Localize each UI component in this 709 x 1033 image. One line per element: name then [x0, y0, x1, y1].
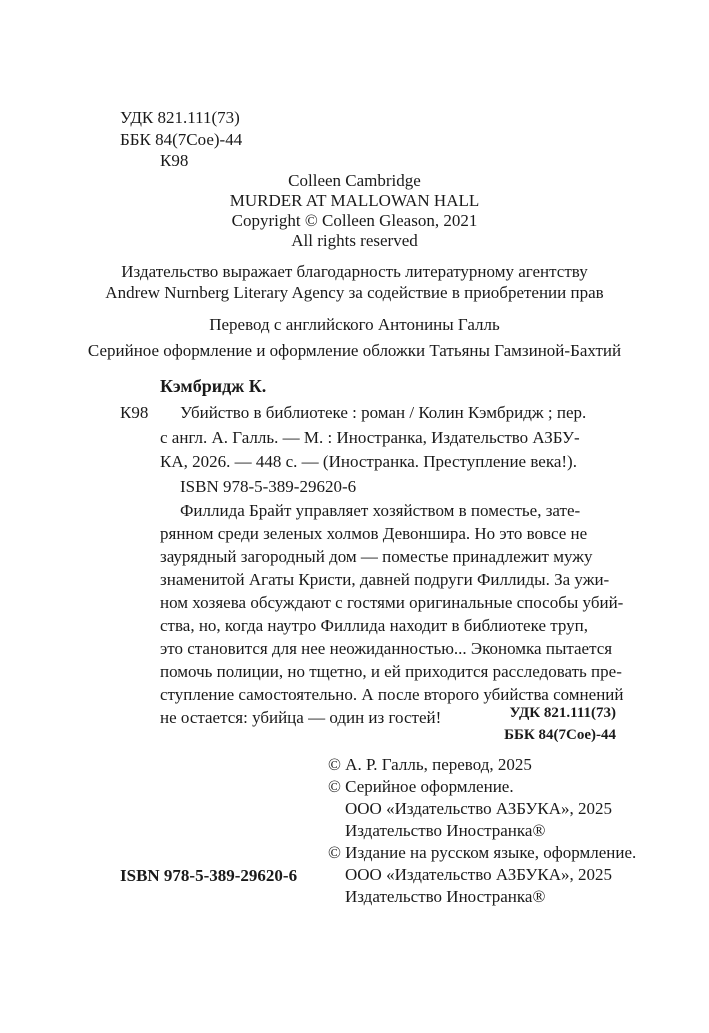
- copyright-line: © А. Р. Галль, перевод, 2025: [328, 755, 532, 774]
- original-copyright: Copyright © Colleen Gleason, 2021: [231, 211, 478, 230]
- catalog-isbn: ISBN 978-5-389-29620-6: [180, 477, 357, 496]
- original-author: Colleen Cambridge: [288, 171, 421, 190]
- annotation-line: Филлида Брайт управляет хозяйством в поместье, зате-: [180, 501, 581, 520]
- classification-udk: УДК 821.111(73): [509, 705, 616, 721]
- annotation-line: помочь полиции, но тщетно, и ей приходится расследовать пре-: [160, 662, 622, 681]
- copyright-line: ООО «Издательство АЗБУКА», 2025: [345, 865, 613, 884]
- catalog-description-line: КА, 2026. — 448 с. — (Иностранка. Преступление века!).: [160, 452, 577, 471]
- annotation-line: ступление самостоятельно. А после второго убийства сомнений: [160, 685, 624, 704]
- copyright-line: © Издание на русском языке, оформление.: [328, 843, 637, 862]
- annotation-line: не остается: убийца — один из гостей!: [160, 708, 442, 727]
- catalog-author-mark: К98: [120, 403, 149, 422]
- translation-credit: Перевод с английского Антонины Галль: [209, 315, 500, 334]
- copyright-line: ООО «Издательство АЗБУКА», 2025: [345, 799, 613, 818]
- catalog-description-line: с англ. А. Галль. — М. : Иностранка, Издательство АЗБУ-: [160, 428, 580, 447]
- udk-code: УДК 821.111(73): [120, 108, 240, 127]
- catalog-description-line: Убийство в библиотеке : роман / Колин Кэмбридж ; пер.: [180, 403, 587, 422]
- catalog-author-heading: Кэмбридж К.: [160, 376, 267, 396]
- copyright-line: Издательство Иностранка®: [345, 821, 546, 840]
- copyright-line: © Серийное оформление.: [328, 777, 514, 796]
- annotation-line: ства, но, когда наутро Филлида находит в библиотеке труп,: [160, 616, 588, 635]
- acknowledgement-line-1: Издательство выражает благодарность литературному агентству: [121, 262, 588, 281]
- annotation-line: рянном среди зеленых холмов Девоншира. Но это вовсе не: [160, 524, 588, 543]
- bbk-code: ББК 84(7Сое)-44: [120, 130, 243, 149]
- annotation-line: ном хозяева обсуждают с гостями оригинальные способы убий-: [160, 593, 624, 612]
- annotation-line: заурядный загородный дом — поместье принадлежит мужу: [160, 547, 593, 566]
- annotation-line: знаменитой Агаты Кристи, давней подруги Филлиды. За ужи-: [160, 570, 610, 589]
- author-mark-top: К98: [160, 151, 189, 170]
- footer-isbn: ISBN 978-5-389-29620-6: [120, 866, 298, 885]
- original-title: MURDER AT MALLOWAN HALL: [229, 191, 480, 210]
- acknowledgement-line-2: Andrew Nurnberg Literary Agency за содействие в приобретении прав: [105, 283, 604, 302]
- classification-bbk: ББК 84(7Сое)-44: [504, 727, 616, 743]
- copyright-line: Издательство Иностранка®: [345, 887, 546, 906]
- rights-reserved: All rights reserved: [291, 231, 418, 250]
- annotation-line: это становится для нее неожиданностью... Экономка пытается: [160, 639, 613, 658]
- design-credit: Серийное оформление и оформление обложки Татьяны Гамзиной-Бахтий: [87, 341, 622, 360]
